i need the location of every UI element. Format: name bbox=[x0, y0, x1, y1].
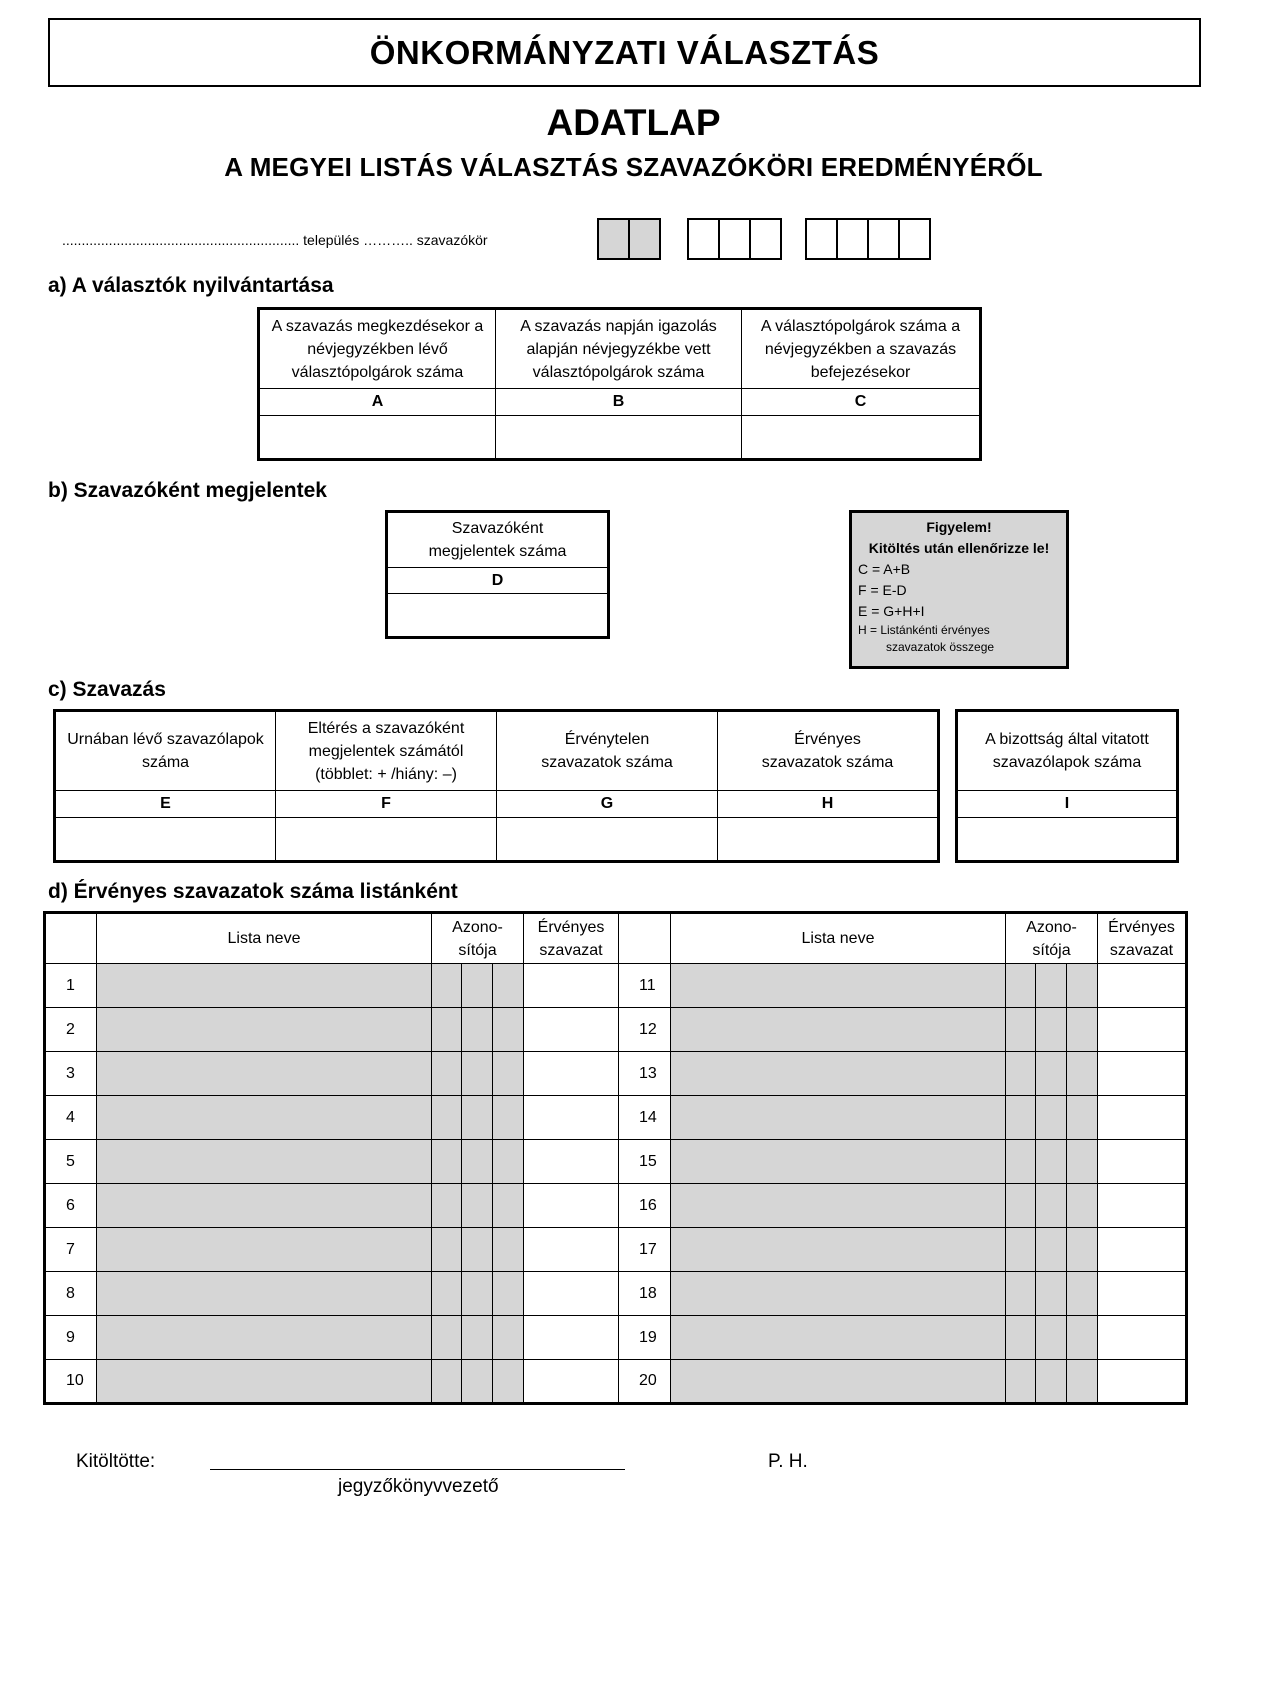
list-id-cell[interactable] bbox=[1067, 1184, 1098, 1228]
row-number: 10 bbox=[45, 1360, 97, 1404]
list-name-cell[interactable] bbox=[671, 1096, 1006, 1140]
col-h-letter: H bbox=[718, 791, 939, 818]
col-i-letter: I bbox=[957, 791, 1178, 818]
list-id-cell[interactable] bbox=[462, 964, 493, 1008]
list-id-cell[interactable] bbox=[432, 1228, 462, 1272]
list-id-cell[interactable] bbox=[462, 1052, 493, 1096]
list-row bbox=[45, 1052, 1187, 1096]
col-g-header: Érvénytelen szavazatok száma bbox=[497, 711, 718, 791]
list-id-cell[interactable] bbox=[1036, 1228, 1067, 1272]
voter-registry-table bbox=[257, 307, 982, 461]
valid-votes-header: Érvényes szavazat bbox=[524, 913, 619, 964]
list-id-cell[interactable] bbox=[1067, 1316, 1098, 1360]
valid-votes-cell[interactable] bbox=[1098, 1360, 1187, 1404]
row-number: 17 bbox=[619, 1228, 671, 1272]
list-row bbox=[45, 1008, 1187, 1052]
list-name-cell[interactable] bbox=[671, 1228, 1006, 1272]
list-name-cell[interactable] bbox=[97, 964, 432, 1008]
recorder-label: jegyzőkönyvvezető bbox=[338, 1476, 499, 1497]
list-id-cell[interactable] bbox=[493, 1052, 524, 1096]
list-name-cell[interactable] bbox=[97, 1272, 432, 1316]
valid-votes-cell[interactable] bbox=[524, 1096, 619, 1140]
list-id-cell[interactable] bbox=[493, 1184, 524, 1228]
col-b-header: A szavazás napján igazolás alapján névjegyzékbe vett választópolgárok száma bbox=[496, 309, 742, 389]
field-i[interactable] bbox=[957, 818, 1178, 862]
section-c-title: c) Szavazás bbox=[48, 678, 166, 701]
list-id-cell[interactable] bbox=[462, 1316, 493, 1360]
row-number: 6 bbox=[45, 1184, 97, 1228]
form-subtitle: A MEGYEI LISTÁS VÁLASZTÁS SZAVAZÓKÖRI EREDMÉNYÉRŐL bbox=[224, 152, 1043, 182]
list-id-cell[interactable] bbox=[1036, 1140, 1067, 1184]
list-id-cell[interactable] bbox=[1067, 1008, 1098, 1052]
notice-subtitle: Kitöltés után ellenőrizze le! bbox=[868, 540, 1050, 556]
list-votes-table bbox=[43, 911, 1188, 1405]
list-id-cell[interactable] bbox=[462, 1360, 493, 1404]
list-id-cell[interactable] bbox=[1067, 1140, 1098, 1184]
code-cell[interactable] bbox=[628, 218, 661, 260]
list-id-cell[interactable] bbox=[432, 1096, 462, 1140]
field-g[interactable] bbox=[497, 818, 718, 862]
list-name-cell[interactable] bbox=[97, 1052, 432, 1096]
code-cell[interactable] bbox=[836, 218, 869, 260]
row-number: 13 bbox=[619, 1052, 671, 1096]
section-a-title: a) A választók nyilvántartása bbox=[48, 274, 334, 297]
list-name-cell[interactable] bbox=[671, 1140, 1006, 1184]
col-a-letter: A bbox=[259, 389, 496, 416]
list-id-header: Azono- sítója bbox=[1006, 913, 1098, 964]
list-id-header: Azono- sítója bbox=[432, 913, 524, 964]
list-id-cell[interactable] bbox=[1036, 1008, 1067, 1052]
section-d-title: d) Érvényes szavazatok száma listánként bbox=[48, 880, 458, 903]
field-f[interactable] bbox=[276, 818, 497, 862]
list-id-cell[interactable] bbox=[432, 964, 462, 1008]
signature-line[interactable] bbox=[210, 1469, 625, 1470]
list-name-cell[interactable] bbox=[97, 1184, 432, 1228]
list-row bbox=[45, 1096, 1187, 1140]
list-id-cell[interactable] bbox=[1006, 1316, 1036, 1360]
valid-votes-cell[interactable] bbox=[1098, 1096, 1187, 1140]
notice-formula: F = E-D bbox=[858, 582, 907, 598]
list-row bbox=[45, 1184, 1187, 1228]
row-number: 19 bbox=[619, 1316, 671, 1360]
col-f-letter: F bbox=[276, 791, 497, 818]
valid-votes-cell[interactable] bbox=[524, 964, 619, 1008]
list-id-cell[interactable] bbox=[462, 1272, 493, 1316]
header-title: ÖNKORMÁNYZATI VÁLASZTÁS bbox=[369, 33, 880, 71]
row-number: 18 bbox=[619, 1272, 671, 1316]
col-c-letter: C bbox=[742, 389, 981, 416]
field-d[interactable] bbox=[387, 594, 609, 638]
code-cell[interactable] bbox=[749, 218, 782, 260]
valid-votes-header: Érvényes szavazat bbox=[1098, 913, 1187, 964]
list-row bbox=[45, 964, 1187, 1008]
check-notice bbox=[849, 510, 1069, 669]
valid-votes-cell[interactable] bbox=[1098, 1272, 1187, 1316]
list-id-cell[interactable] bbox=[1006, 1096, 1036, 1140]
valid-votes-cell[interactable] bbox=[1098, 1052, 1187, 1096]
field-b[interactable] bbox=[496, 416, 742, 460]
list-id-cell[interactable] bbox=[1036, 1360, 1067, 1404]
list-id-cell[interactable] bbox=[1036, 1184, 1067, 1228]
form-title: ADATLAP bbox=[546, 102, 721, 143]
seal-label: P. H. bbox=[768, 1451, 808, 1472]
row-number: 3 bbox=[45, 1052, 97, 1096]
valid-votes-cell[interactable] bbox=[1098, 1008, 1187, 1052]
settlement-district-line: ............................................................. település ……….. szavazókör bbox=[62, 232, 488, 248]
list-id-cell[interactable] bbox=[1067, 1272, 1098, 1316]
list-id-cell[interactable] bbox=[1006, 1140, 1036, 1184]
row-number: 16 bbox=[619, 1184, 671, 1228]
list-id-cell[interactable] bbox=[493, 1272, 524, 1316]
list-id-cell[interactable] bbox=[1006, 1360, 1036, 1404]
code-cell[interactable] bbox=[898, 218, 931, 260]
list-name-cell[interactable] bbox=[671, 1316, 1006, 1360]
list-id-cell[interactable] bbox=[493, 1228, 524, 1272]
valid-votes-cell[interactable] bbox=[524, 1360, 619, 1404]
num-header bbox=[619, 913, 671, 964]
valid-votes-cell[interactable] bbox=[524, 1316, 619, 1360]
list-id-cell[interactable] bbox=[493, 1360, 524, 1404]
row-number: 4 bbox=[45, 1096, 97, 1140]
list-id-cell[interactable] bbox=[493, 1140, 524, 1184]
code-cell[interactable] bbox=[805, 218, 838, 260]
notice-title: Figyelem! bbox=[926, 519, 992, 535]
list-id-cell[interactable] bbox=[1036, 1052, 1067, 1096]
list-id-cell[interactable] bbox=[1006, 1052, 1036, 1096]
list-name-cell[interactable] bbox=[671, 964, 1006, 1008]
valid-votes-cell[interactable] bbox=[1098, 1140, 1187, 1184]
county-code-boxes[interactable] bbox=[597, 218, 661, 258]
list-row bbox=[45, 1272, 1187, 1316]
list-id-cell[interactable] bbox=[432, 1008, 462, 1052]
list-id-cell[interactable] bbox=[462, 1096, 493, 1140]
notice-formula-cont: szavazatok összege bbox=[886, 640, 995, 654]
code-cell[interactable] bbox=[718, 218, 751, 260]
list-id-cell[interactable] bbox=[1006, 1228, 1036, 1272]
list-row bbox=[45, 1360, 1187, 1404]
list-id-cell[interactable] bbox=[1067, 1052, 1098, 1096]
valid-votes-cell[interactable] bbox=[524, 1052, 619, 1096]
list-name-cell[interactable] bbox=[671, 1272, 1006, 1316]
list-name-cell[interactable] bbox=[97, 1316, 432, 1360]
col-d-letter: D bbox=[387, 568, 609, 594]
valid-votes-cell[interactable] bbox=[1098, 1184, 1187, 1228]
list-id-cell[interactable] bbox=[1006, 1272, 1036, 1316]
row-number: 20 bbox=[619, 1360, 671, 1404]
col-e-header: Urnában lévő szavazólapok száma bbox=[55, 711, 276, 791]
code-cell[interactable] bbox=[687, 218, 720, 260]
list-id-cell[interactable] bbox=[1036, 1316, 1067, 1360]
voters-appeared-table bbox=[385, 510, 610, 639]
list-name-header: Lista neve bbox=[97, 913, 432, 964]
list-id-cell[interactable] bbox=[493, 1316, 524, 1360]
list-id-cell[interactable] bbox=[462, 1008, 493, 1052]
list-id-cell[interactable] bbox=[432, 1360, 462, 1404]
col-d-header: Szavazóként megjelentek száma bbox=[387, 512, 609, 568]
valid-votes-cell[interactable] bbox=[524, 1008, 619, 1052]
row-number: 7 bbox=[45, 1228, 97, 1272]
row-number: 1 bbox=[45, 964, 97, 1008]
list-id-cell[interactable] bbox=[1067, 964, 1098, 1008]
list-name-cell[interactable] bbox=[671, 1008, 1006, 1052]
valid-votes-cell[interactable] bbox=[524, 1228, 619, 1272]
valid-votes-cell[interactable] bbox=[1098, 1228, 1187, 1272]
list-name-cell[interactable] bbox=[671, 1184, 1006, 1228]
filled-by-label: Kitöltötte: bbox=[76, 1451, 156, 1472]
list-id-cell[interactable] bbox=[462, 1140, 493, 1184]
list-id-cell[interactable] bbox=[1067, 1096, 1098, 1140]
list-id-cell[interactable] bbox=[1067, 1360, 1098, 1404]
col-e-letter: E bbox=[55, 791, 276, 818]
list-id-cell[interactable] bbox=[1036, 1096, 1067, 1140]
row-number: 15 bbox=[619, 1140, 671, 1184]
list-id-cell[interactable] bbox=[432, 1316, 462, 1360]
list-id-cell[interactable] bbox=[432, 1140, 462, 1184]
field-h[interactable] bbox=[718, 818, 939, 862]
row-number: 8 bbox=[45, 1272, 97, 1316]
valid-votes-cell[interactable] bbox=[1098, 964, 1187, 1008]
header-title-box bbox=[48, 18, 1201, 87]
code-cell[interactable] bbox=[867, 218, 900, 260]
list-name-header: Lista neve bbox=[671, 913, 1006, 964]
col-i-header: A bizottság által vitatott szavazólapok száma bbox=[957, 711, 1178, 791]
row-number: 14 bbox=[619, 1096, 671, 1140]
row-number: 2 bbox=[45, 1008, 97, 1052]
list-id-cell[interactable] bbox=[493, 1008, 524, 1052]
col-c-header: A választópolgárok száma a névjegyzékben a szavazás befejezésekor bbox=[742, 309, 981, 389]
disputed-ballots-table bbox=[955, 709, 1179, 863]
list-name-cell[interactable] bbox=[97, 1360, 432, 1404]
district-code-boxes[interactable] bbox=[805, 218, 931, 258]
list-row bbox=[45, 1228, 1187, 1272]
section-b-title: b) Szavazóként megjelentek bbox=[48, 479, 327, 502]
col-f-header: Eltérés a szavazóként megjelentek számától (többlet: + /hiány: –) bbox=[276, 711, 497, 791]
list-id-cell[interactable] bbox=[493, 964, 524, 1008]
field-a[interactable] bbox=[259, 416, 496, 460]
list-id-cell[interactable] bbox=[1006, 1008, 1036, 1052]
list-id-cell[interactable] bbox=[462, 1184, 493, 1228]
list-id-cell[interactable] bbox=[1006, 1184, 1036, 1228]
notice-formula: H = Listánkénti érvényes bbox=[858, 623, 990, 637]
row-number: 9 bbox=[45, 1316, 97, 1360]
list-name-cell[interactable] bbox=[97, 1228, 432, 1272]
list-id-cell[interactable] bbox=[1036, 964, 1067, 1008]
list-id-cell[interactable] bbox=[1036, 1272, 1067, 1316]
list-row bbox=[45, 1140, 1187, 1184]
field-c[interactable] bbox=[742, 416, 981, 460]
row-number: 5 bbox=[45, 1140, 97, 1184]
list-name-cell[interactable] bbox=[671, 1360, 1006, 1404]
code-cell[interactable] bbox=[597, 218, 630, 260]
field-e[interactable] bbox=[55, 818, 276, 862]
valid-votes-cell[interactable] bbox=[524, 1272, 619, 1316]
list-name-cell[interactable] bbox=[97, 1096, 432, 1140]
list-name-cell[interactable] bbox=[97, 1008, 432, 1052]
valid-votes-cell[interactable] bbox=[524, 1184, 619, 1228]
notice-formula: E = G+H+I bbox=[858, 603, 925, 619]
settlement-code-boxes[interactable] bbox=[687, 218, 782, 258]
list-row bbox=[45, 1316, 1187, 1360]
col-h-header: Érvényes szavazatok száma bbox=[718, 711, 939, 791]
col-b-letter: B bbox=[496, 389, 742, 416]
valid-votes-cell[interactable] bbox=[1098, 1316, 1187, 1360]
list-id-cell[interactable] bbox=[432, 1272, 462, 1316]
list-id-cell[interactable] bbox=[462, 1228, 493, 1272]
list-name-cell[interactable] bbox=[97, 1140, 432, 1184]
col-a-header: A szavazás megkezdésekor a névjegyzékben lévő választópolgárok száma bbox=[259, 309, 496, 389]
list-id-cell[interactable] bbox=[1006, 964, 1036, 1008]
num-header bbox=[45, 913, 97, 964]
voting-table bbox=[53, 709, 940, 863]
list-id-cell[interactable] bbox=[493, 1096, 524, 1140]
col-g-letter: G bbox=[497, 791, 718, 818]
valid-votes-cell[interactable] bbox=[524, 1140, 619, 1184]
list-name-cell[interactable] bbox=[671, 1052, 1006, 1096]
list-id-cell[interactable] bbox=[432, 1052, 462, 1096]
list-id-cell[interactable] bbox=[1067, 1228, 1098, 1272]
list-id-cell[interactable] bbox=[432, 1184, 462, 1228]
row-number: 11 bbox=[619, 964, 671, 1008]
notice-formula: C = A+B bbox=[858, 561, 911, 577]
row-number: 12 bbox=[619, 1008, 671, 1052]
